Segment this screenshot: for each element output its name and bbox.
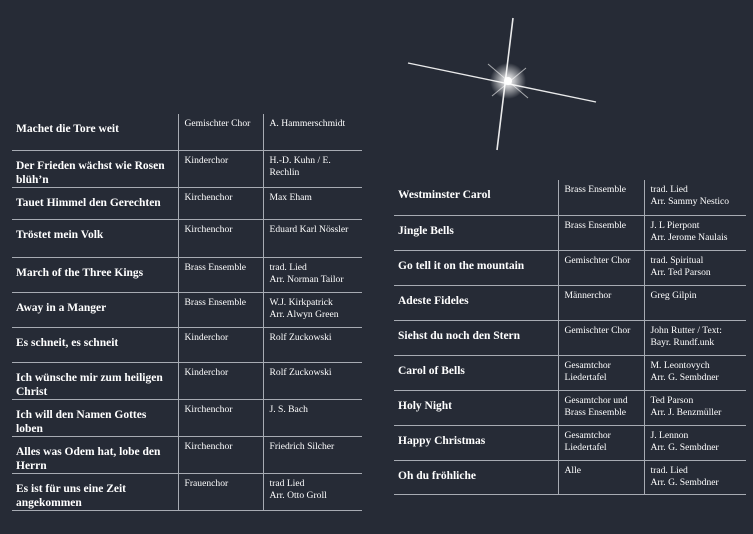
program-row [394, 215, 746, 250]
piece-title: Tröstet mein Volk [12, 219, 178, 257]
ensemble-name: Gemischter Chor [558, 320, 644, 355]
ensemble-name: Gesamtchor und Brass Ensemble [558, 390, 644, 425]
composer-cell [263, 257, 362, 292]
composer-cell [644, 425, 746, 460]
program-row [394, 460, 746, 494]
composer-name: A. Hammerschmidt [269, 118, 346, 129]
ensemble-name: Kirchenchor [178, 399, 263, 436]
program-row [12, 150, 362, 187]
piece-title: Away in a Manger [12, 292, 178, 327]
piece-title: Es ist für uns eine Zeit angekommen [12, 473, 178, 510]
ensemble-name: Brass Ensemble [558, 215, 644, 250]
composer-cell [644, 355, 746, 390]
left-program-body [12, 114, 362, 510]
composer-name: Eduard Karl Nössler [269, 223, 349, 235]
composer-name: Max Eham [269, 191, 312, 203]
composer-name: trad. Lied [650, 184, 688, 195]
composer-cell [263, 399, 362, 436]
piece-title: Der Frieden wächst wie Rosen blüh’n [12, 150, 178, 187]
arranger-name: Arr. Jerome Naulais [650, 231, 728, 243]
ensemble-name: Gesamtchor Liedertafel [558, 425, 644, 460]
composer-cell [644, 180, 746, 215]
piece-title: Es schneit, es schneit [12, 327, 178, 362]
piece-title: Machet die Tore weit [12, 114, 178, 150]
program-row [12, 292, 362, 327]
composer-name: J. L Pierpont [650, 219, 700, 231]
composer-cell [263, 114, 362, 150]
composer-name: J. S. Bach [269, 403, 308, 415]
composer-cell [644, 215, 746, 250]
composer-cell [644, 460, 746, 494]
ensemble-name: Männerchor [558, 285, 644, 320]
composer-cell [644, 320, 746, 355]
piece-title: March of the Three Kings [12, 257, 178, 292]
piece-title: Holy Night [394, 390, 558, 425]
composer-name: trad. Lied [269, 261, 307, 273]
ensemble-name: Kirchenchor [178, 436, 263, 473]
ensemble-name: Brass Ensemble [558, 180, 644, 215]
left-program-table [12, 114, 362, 511]
arranger-name: Arr. Ted Parson [650, 266, 711, 278]
ensemble-name: Frauenchor [178, 473, 263, 510]
ensemble-name: Kinderchor [178, 362, 263, 399]
program-row [12, 399, 362, 436]
ensemble-name: Kinderchor [178, 327, 263, 362]
composer-cell [263, 187, 362, 219]
piece-title: Happy Christmas [394, 425, 558, 460]
composer-name: trad. Spiritual [650, 254, 704, 266]
piece-title: Adeste Fideles [394, 285, 558, 320]
composer-cell [263, 292, 362, 327]
ensemble-name: Gemischter Chor [178, 114, 263, 150]
composer-name: M. Leontovych [650, 359, 710, 371]
composer-cell [263, 362, 362, 399]
piece-title: Carol of Bells [394, 355, 558, 390]
program-row [12, 257, 362, 292]
arranger-name: Arr. J. Benzmüller [650, 406, 722, 418]
composer-cell [644, 250, 746, 285]
composer-cell [644, 285, 746, 320]
arranger-name: Arr. G. Sembdner [650, 371, 719, 383]
composer-name: Rolf Zuckowski [269, 331, 332, 343]
piece-title: Westminster Carol [394, 180, 558, 215]
ensemble-name: Gemischter Chor [558, 250, 644, 285]
composer-cell [263, 436, 362, 473]
arranger-name: Bayr. Rundf.unk [650, 336, 715, 348]
piece-title: Ich wünsche mir zum heiligen Christ [12, 362, 178, 399]
composer-name: H.-D. Kuhn / E. Rechlin [269, 154, 331, 178]
program-row [394, 250, 746, 285]
ensemble-name: Alle [558, 460, 644, 494]
arranger-name: Arr. Norman Tailor [269, 273, 344, 285]
piece-title: Alles was Odem hat, lobe den Herrn [12, 436, 178, 473]
piece-title: Jingle Bells [394, 215, 558, 250]
program-row [12, 362, 362, 399]
program-row [12, 219, 362, 257]
program-row [12, 473, 362, 510]
composer-cell [263, 327, 362, 362]
composer-name: Ted Parson [650, 394, 694, 406]
ensemble-name: Kirchenchor [178, 219, 263, 257]
arranger-name: Arr. G. Sembdner [650, 441, 719, 453]
composer-name: trad Lied [269, 477, 305, 489]
composer-name: Greg Gilpin [650, 289, 697, 301]
program-row [12, 327, 362, 362]
piece-title: Oh du fröhliche [394, 460, 558, 494]
composer-cell [644, 390, 746, 425]
piece-title: Siehst du noch den Stern [394, 320, 558, 355]
right-program-body [394, 180, 746, 494]
composer-name: Friedrich Silcher [269, 440, 335, 452]
ensemble-name: Gesamtchor Liedertafel [558, 355, 644, 390]
program-row [394, 425, 746, 460]
program-row [12, 114, 362, 150]
composer-name: trad. Lied [650, 464, 688, 476]
program-row [394, 285, 746, 320]
program-row [394, 355, 746, 390]
piece-title: Tauet Himmel den Gerechten [12, 187, 178, 219]
ensemble-name: Brass Ensemble [178, 257, 263, 292]
piece-title: Ich will den Namen Gottes loben [12, 399, 178, 436]
program-row [394, 180, 746, 215]
program-row [394, 320, 746, 355]
composer-cell [263, 473, 362, 510]
ensemble-name: Brass Ensemble [178, 292, 263, 327]
arranger-name: Arr. Alwyn Green [269, 308, 339, 320]
program-row [12, 436, 362, 473]
composer-cell [263, 219, 362, 257]
ensemble-name: Kinderchor [178, 150, 263, 187]
program-row [12, 187, 362, 219]
composer-name: John Rutter / Text: [650, 324, 722, 336]
composer-name: Rolf Zuckowski [269, 366, 332, 378]
program-row [394, 390, 746, 425]
arranger-name: Arr. G. Sembdner [650, 476, 719, 488]
star-icon [400, 10, 610, 160]
composer-name: W.J. Kirkpatrick [269, 296, 333, 308]
arranger-name: Arr. Sammy Nestico [650, 196, 730, 207]
ensemble-name: Kirchenchor [178, 187, 263, 219]
arranger-name: Arr. Otto Groll [269, 489, 327, 501]
piece-title: Go tell it on the mountain [394, 250, 558, 285]
right-program-table [394, 180, 746, 495]
composer-name: J. Lennon [650, 429, 689, 441]
composer-cell [263, 150, 362, 187]
